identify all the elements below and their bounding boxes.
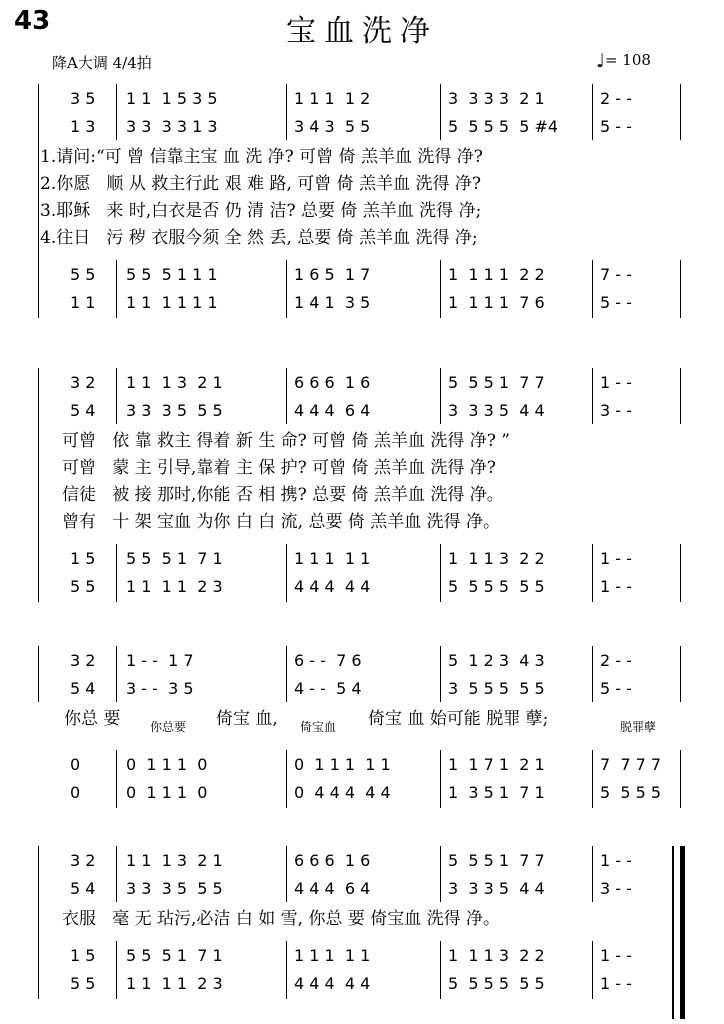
melody-row-1-measure: 6 6 6 1 6 <box>294 851 371 870</box>
melody-row-2-measure: 3 - - <box>600 401 632 420</box>
bass-row-2-measure: 0 <box>70 783 81 802</box>
bass-row-2-measure: 0 1 1 1 0 <box>126 783 208 802</box>
bass-row-2-measure: 0 4 4 4 4 4 <box>294 783 391 802</box>
barline <box>592 646 593 702</box>
barline <box>680 646 681 702</box>
bass-row-2-measure: 4 4 4 4 4 <box>294 577 371 596</box>
barline <box>286 846 287 902</box>
lyric-line-3: 信徒 被 接 那时,你能 否 相 携? 总要 倚 羔羊血 洗得 净。 <box>62 485 504 505</box>
quarter-note-icon: ♩ <box>596 50 605 72</box>
melody-row-1-measure: 1 1 1 3 2 1 <box>126 851 223 870</box>
barline <box>286 368 287 424</box>
lyric-line-4: 4.往日 污 秽 衣服今须 全 然 丢, 总要 倚 羔羊血 洗得 净; <box>40 228 478 248</box>
barline <box>38 646 39 702</box>
barline <box>592 941 593 999</box>
bass-row-1-measure: 1 1 7 1 2 1 <box>448 755 545 774</box>
bass-row-2-measure: 1 3 5 1 7 1 <box>448 783 545 802</box>
bass-row-2-measure: 1 4 1 3 5 <box>294 293 371 312</box>
bass-row-1-measure: 1 - - <box>600 549 632 568</box>
bass-row-1-measure: 1 1 1 1 1 <box>294 549 371 568</box>
melody-row-2-measure: 3 3 3 3 1 3 <box>126 117 218 136</box>
barline <box>286 544 287 602</box>
melody-row-1-measure: 3 2 <box>70 651 96 670</box>
lyric-fragment: 倚宝 血, <box>216 709 278 729</box>
barline <box>116 646 117 702</box>
melody-row-2-measure: 3 4 3 5 5 <box>294 117 371 136</box>
melody-row-1-measure: 1 - - 1 7 <box>126 651 194 670</box>
bass-row-1-measure: 0 1 1 1 1 1 <box>294 755 391 774</box>
melody-row-2-measure: 1 3 <box>70 117 96 136</box>
melody-row-2-measure: 4 - - 5 4 <box>294 679 362 698</box>
melody-row-2-measure: 3 3 3 5 4 4 <box>448 879 545 898</box>
system-left-line <box>38 84 39 318</box>
bass-row-1-measure: 1 1 1 3 2 2 <box>448 946 545 965</box>
barline <box>680 84 681 140</box>
bass-row-2-measure: 5 - - <box>600 293 632 312</box>
hymn-number: 43 <box>14 6 51 36</box>
lyric-line-1: 1.请问:“可 曾 信靠主宝 血 洗 净? 可曾 倚 羔羊血 洗得 净? <box>40 147 483 167</box>
hymn-title: 宝血洗净 <box>286 14 438 49</box>
barline <box>286 941 287 999</box>
bass-row-1-measure: 1 - - <box>600 946 632 965</box>
melody-row-1-measure: 3 3 3 3 2 1 <box>448 89 545 108</box>
bass-row-1-measure: 1 1 1 1 1 <box>294 946 371 965</box>
bass-row-2-measure: 4 4 4 4 4 <box>294 974 371 993</box>
melody-row-1-measure: 1 - - <box>600 373 632 392</box>
melody-row-2-measure: 5 - - <box>600 117 632 136</box>
barline <box>592 84 593 140</box>
melody-row-2-measure: 3 3 3 5 4 4 <box>448 401 545 420</box>
barline <box>116 260 117 318</box>
bass-row-1-measure: 1 5 <box>70 549 96 568</box>
melody-row-1-measure: 2 - - <box>600 651 632 670</box>
final-barline-thin <box>672 846 674 1019</box>
barline <box>680 750 681 808</box>
bass-row-1-measure: 0 1 1 1 0 <box>126 755 208 774</box>
tempo-marking <box>596 50 651 72</box>
melody-row-1-measure: 1 1 1 3 2 1 <box>126 373 223 392</box>
melody-row-1-measure: 6 - - 7 6 <box>294 651 362 670</box>
lyric-line-2: 可曾 蒙 主 引导,靠着 主 保 护? 可曾 倚 羔羊血 洗得 净? <box>62 458 496 478</box>
bass-row-2-measure: 1 - - <box>600 577 632 596</box>
barline <box>286 750 287 808</box>
barline <box>116 941 117 999</box>
bass-row-1-measure: 5 5 5 1 7 1 <box>126 549 223 568</box>
barline <box>592 260 593 318</box>
melody-row-1-measure: 5 5 5 1 7 7 <box>448 851 545 870</box>
bass-row-2-measure: 1 1 1 1 2 3 <box>126 974 223 993</box>
melody-row-2-measure: 5 - - <box>600 679 632 698</box>
barline <box>680 260 681 318</box>
melody-row-2-measure: 3 5 5 5 5 5 <box>448 679 545 698</box>
lyric-fragment: 倚宝 血 始可能 脱罪 孽; <box>368 709 549 729</box>
barline <box>592 544 593 602</box>
barline <box>440 750 441 808</box>
system-left-line <box>38 846 39 999</box>
lyric-line-4: 曾有 十 架 宝血 为你 白 白 流, 总要 倚 羔羊血 洗得 净。 <box>62 512 501 532</box>
key-and-meter: 降A大调 4/4拍 <box>52 54 152 72</box>
bass-row-1-measure: 5 5 <box>70 265 96 284</box>
melody-row-1-measure: 1 1 1 1 2 <box>294 89 371 108</box>
barline <box>286 84 287 140</box>
barline <box>440 846 441 902</box>
barline <box>286 260 287 318</box>
lyric-fragment: 你总要 <box>150 720 187 734</box>
lyric-line-3: 3.耶稣 来 时,白衣是否 仍 清 洁? 总要 倚 羔羊血 洗得 净; <box>40 201 482 221</box>
lyric-fragment: 倚宝血 <box>300 720 337 734</box>
melody-row-2-measure: 3 3 3 5 5 5 <box>126 879 223 898</box>
bass-row-2-measure: 5 5 5 5 5 5 <box>448 577 545 596</box>
barline <box>440 260 441 318</box>
melody-row-2-measure: 3 - - 3 5 <box>126 679 194 698</box>
melody-row-2-measure: 3 - - <box>600 879 632 898</box>
bass-row-2-measure: 5 5 5 5 5 5 <box>448 974 545 993</box>
melody-row-2-measure: 4 4 4 6 4 <box>294 401 371 420</box>
barline <box>286 646 287 702</box>
melody-row-1-measure: 3 2 <box>70 851 96 870</box>
bass-row-1-measure: 5 5 5 1 7 1 <box>126 946 223 965</box>
melody-row-1-measure: 1 1 1 5 3 5 <box>126 89 218 108</box>
barline <box>440 368 441 424</box>
lyric-fragment: 你总 要 <box>64 709 121 729</box>
barline <box>440 646 441 702</box>
melody-row-2-measure: 3 3 3 5 5 5 <box>126 401 223 420</box>
barline <box>592 846 593 902</box>
bass-row-1-measure: 1 1 1 3 2 2 <box>448 549 545 568</box>
melody-row-1-measure: 6 6 6 1 6 <box>294 373 371 392</box>
barline <box>440 544 441 602</box>
barline <box>116 368 117 424</box>
bass-row-1-measure: 1 1 1 1 2 2 <box>448 265 545 284</box>
bass-row-1-measure: 7 7 7 7 <box>600 755 662 774</box>
bass-row-2-measure: 1 1 <box>70 293 96 312</box>
melody-row-1-measure: 2 - - <box>600 89 632 108</box>
bass-row-2-measure: 1 1 1 1 7 6 <box>448 293 545 312</box>
melody-row-1-measure: 5 5 5 1 7 7 <box>448 373 545 392</box>
bass-row-2-measure: 5 5 5 5 <box>600 783 662 802</box>
barline <box>440 84 441 140</box>
final-barline-thick <box>680 846 685 1019</box>
bass-row-2-measure: 1 1 1 1 2 3 <box>126 577 223 596</box>
bass-row-2-measure: 1 1 1 1 1 1 <box>126 293 218 312</box>
barline <box>680 368 681 424</box>
melody-row-2-measure: 5 4 <box>70 679 96 698</box>
melody-row-1-measure: 3 2 <box>70 373 96 392</box>
melody-row-1-measure: 1 - - <box>600 851 632 870</box>
bass-row-1-measure: 5 5 5 1 1 1 <box>126 265 218 284</box>
bass-row-2-measure: 1 - - <box>600 974 632 993</box>
melody-row-1-measure: 3 5 <box>70 89 96 108</box>
melody-row-2-measure: 5 4 <box>70 401 96 420</box>
bass-row-1-measure: 1 6 5 1 7 <box>294 265 371 284</box>
barline <box>116 544 117 602</box>
bass-row-1-measure: 1 5 <box>70 946 96 965</box>
bass-row-1-measure: 0 <box>70 755 81 774</box>
barline <box>116 846 117 902</box>
melody-row-2-measure: 5 5 5 5 5 #4 <box>448 117 559 136</box>
bass-row-2-measure: 5 5 <box>70 577 96 596</box>
lyric-line-1: 衣服 毫 无 玷污,必洁 白 如 雪, 你总 要 倚宝血 洗得 净。 <box>62 909 501 929</box>
bass-row-2-measure: 5 5 <box>70 974 96 993</box>
lyric-fragment: 脱罪孽 <box>620 720 657 734</box>
melody-row-1-measure: 5 1 2 3 4 3 <box>448 651 545 670</box>
barline <box>592 750 593 808</box>
barline <box>116 84 117 140</box>
bass-row-1-measure: 7 - - <box>600 265 632 284</box>
lyric-line-1: 可曾 依 靠 救主 得着 新 生 命? 可曾 倚 羔羊血 洗得 净? ” <box>62 431 510 451</box>
melody-row-2-measure: 5 4 <box>70 879 96 898</box>
barline <box>592 368 593 424</box>
barline <box>440 941 441 999</box>
barline <box>680 544 681 602</box>
barline <box>116 750 117 808</box>
tempo-value: = 108 <box>604 51 651 69</box>
melody-row-2-measure: 4 4 4 6 4 <box>294 879 371 898</box>
system-left-line <box>38 368 39 602</box>
lyric-line-2: 2.你愿 顺 从 救主行此 艰 难 路, 可曾 倚 羔羊血 洗得 净? <box>40 174 481 194</box>
